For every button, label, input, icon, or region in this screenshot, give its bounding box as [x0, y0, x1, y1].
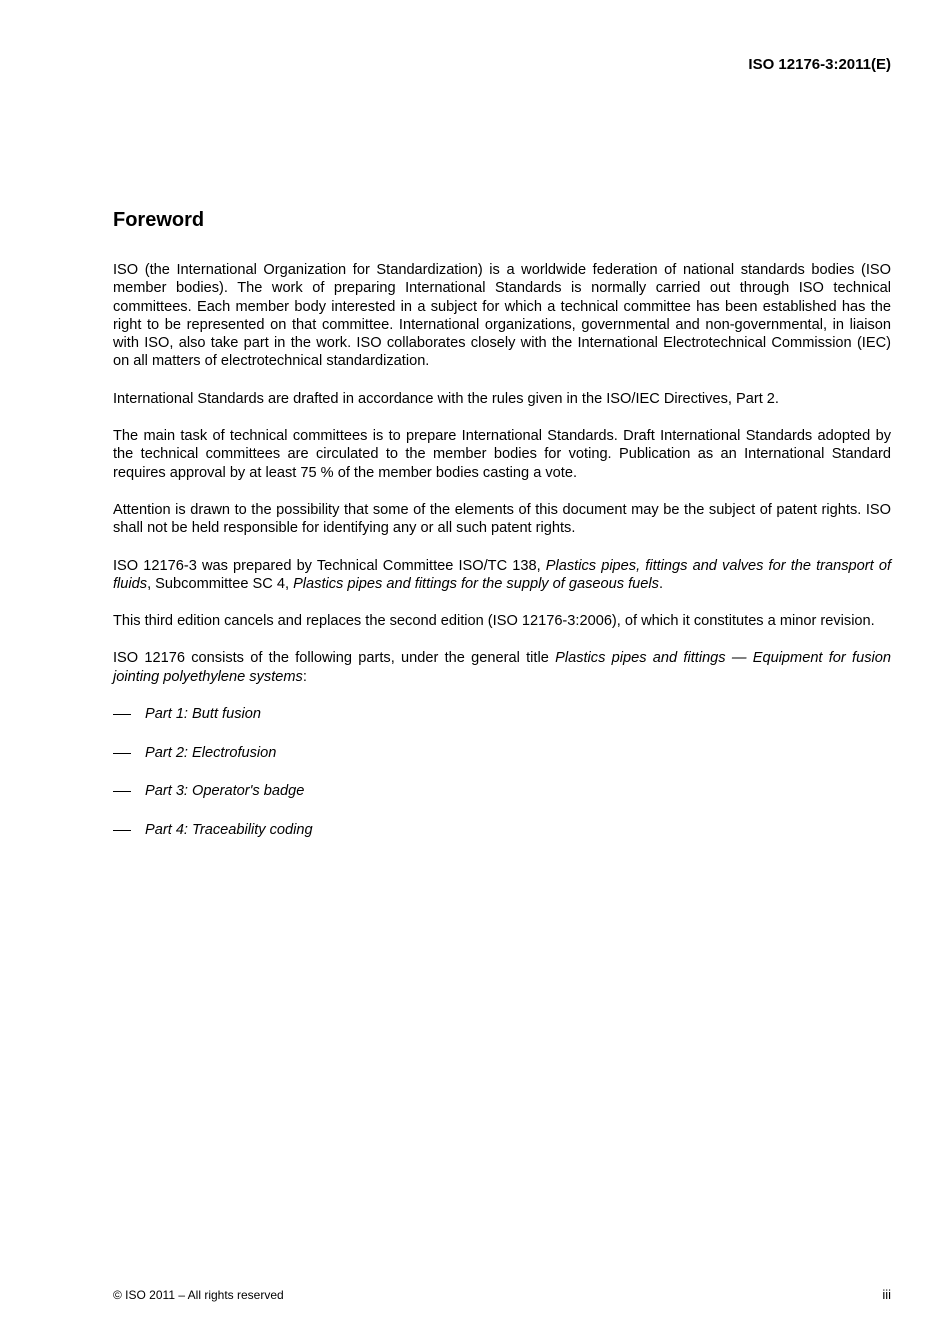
paragraph-iso-description: ISO (the International Organization for Standardization) is a worldwide federation of national standards bodies (ISO member bodies). The work of preparing International Standards is normally carried out through ISO technical committees. Each member body interested in a subject for which a technical committee has been established has the right to be represented on that committee. International organizations, governmental and non-governmental, in liaison with ISO, also take part in the work. ISO collaborates closely with the International Electrotechnical Commission (IEC) on all matters of electrotechnical standardization. — [113, 262, 891, 370]
subcommittee-title: Plastics pipes and fittings for the supply of gaseous fuels — [293, 575, 659, 592]
general-title: Plastics pipes and fittings — Equipment for fusion jointing polyethylene systems — [113, 650, 891, 685]
part-label: Part 4: Traceability coding — [145, 821, 313, 838]
part-label: Part 2: Electrofusion — [145, 744, 277, 761]
committee-text-1: ISO 12176-3 was prepared by Technical Committee ISO/TC 138, — [113, 557, 546, 574]
footer-copyright: © ISO 2011 – All rights reserved — [113, 1288, 284, 1302]
dash-bullet-icon — [113, 830, 131, 831]
committee-text-2: , Subcommittee SC 4, — [147, 575, 294, 592]
part-label: Part 3: Operator's badge — [145, 783, 305, 800]
paragraph-edition: This third edition cancels and replaces the second edition (ISO 12176-3:2006), of which it constitutes a minor revision. — [113, 613, 875, 630]
document-identifier: ISO 12176-3:2011(E) — [748, 56, 891, 73]
parts-intro-text-1: ISO 12176 consists of the following parts, under the general title — [113, 650, 556, 667]
dash-bullet-icon — [113, 753, 131, 754]
list-item — [113, 782, 891, 800]
committee-title: Plastics pipes, fittings and valves for the transport of fluids — [113, 557, 891, 592]
list-item — [113, 821, 891, 839]
dash-bullet-icon — [113, 714, 131, 715]
part-label: Part 1: Butt fusion — [145, 706, 262, 723]
foreword-body — [113, 261, 891, 859]
footer-page-number: iii — [882, 1287, 891, 1302]
list-item — [113, 705, 891, 723]
paragraph-committee — [113, 557, 891, 594]
paragraph-parts-intro — [113, 649, 891, 686]
paragraph-main-task: The main task of technical committees is to prepare International Standards. Draft International Standards adopted by the technical committees are circulated to the member bodies for voting. Publication as an International Standard requires approval by at least 75 % of the member bodies casting a vote. — [113, 428, 891, 481]
paragraph-patent-notice: Attention is drawn to the possibility that some of the elements of this document may be the subject of patent rights. ISO shall not be held responsible for identifying any or all such patent rights. — [113, 501, 891, 537]
parts-intro-text-2: : — [302, 668, 307, 685]
paragraph-drafting-rules: International Standards are drafted in accordance with the rules given in the ISO/IEC Directives, Part 2. — [113, 390, 779, 407]
list-item — [113, 744, 891, 762]
parts-list — [113, 705, 891, 839]
section-heading: Foreword — [113, 209, 205, 231]
committee-text-3: . — [658, 575, 664, 592]
dash-bullet-icon — [113, 791, 131, 792]
